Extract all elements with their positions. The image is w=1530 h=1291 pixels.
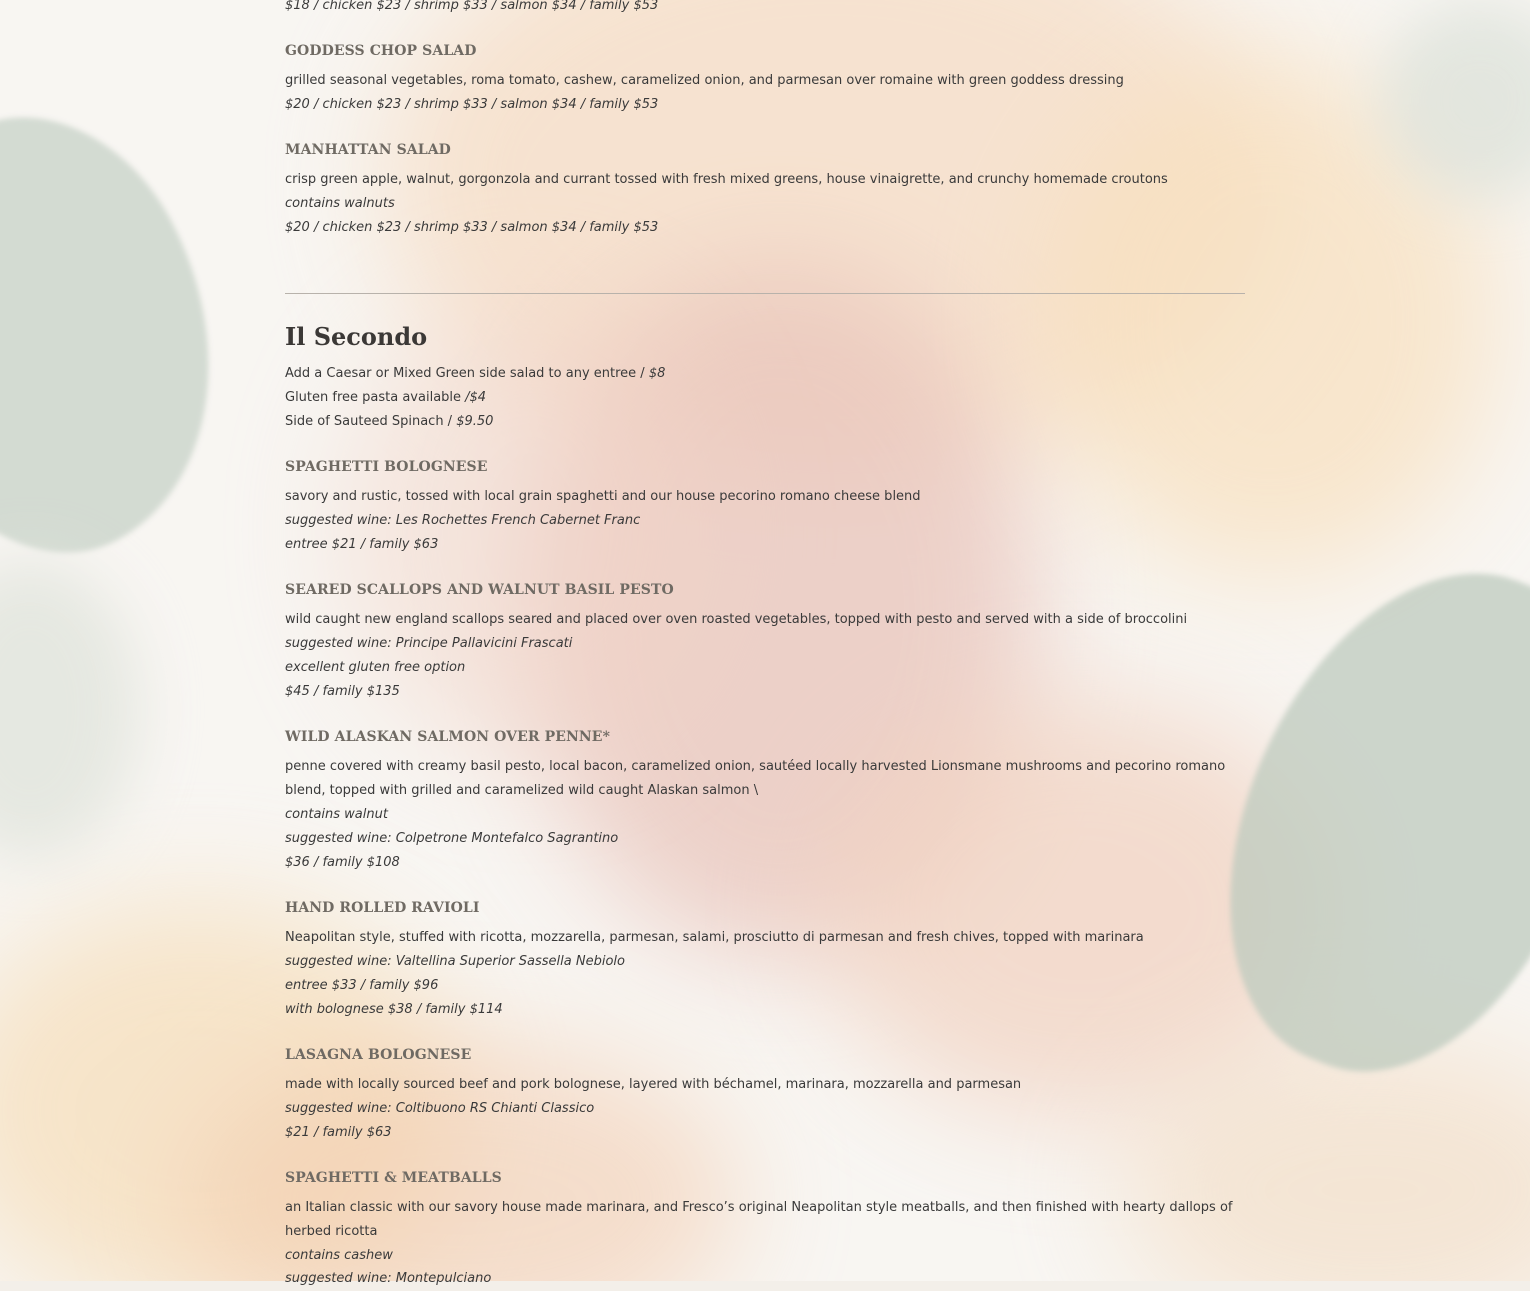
dish-description: made with locally sourced beef and pork bolognese, layered with béchamel, marinara, mozzarella and parmesan — [285, 1077, 1022, 1092]
dish-name: HAND ROLLED RAVIOLI — [285, 900, 480, 916]
dish-name: MANHATTAN SALAD — [285, 142, 451, 158]
allergen-note: contains cashew — [285, 1248, 393, 1263]
price-line: $18 / chicken $23 / shrimp $33 / salmon $34 / family $53 — [285, 0, 659, 13]
section-title: Il Secondo — [285, 322, 428, 351]
addon-line: Gluten free pasta available /$4 — [285, 390, 487, 405]
dish-description: savory and rustic, tossed with local grain spaghetti and our house pecorino romano cheese blend — [285, 489, 921, 504]
allergen-note: contains walnut — [285, 807, 388, 822]
price-line: with bolognese $38 / family $114 — [285, 1002, 503, 1017]
section-divider — [285, 293, 1245, 294]
wine-suggestion: suggested wine: Montepulciano — [285, 1271, 492, 1286]
price-line: $20 / chicken $23 / shrimp $33 / salmon $34 / family $53 — [285, 220, 659, 235]
addon-line: Side of Sauteed Spinach / $9.50 — [285, 414, 494, 429]
dietary-note: excellent gluten free option — [285, 660, 466, 675]
dish-description: wild caught new england scallops seared and placed over oven roasted vegetables, topped with pesto and served with a side of broccolini — [285, 612, 1188, 627]
wine-suggestion: suggested wine: Coltibuono RS Chianti Classico — [285, 1101, 595, 1116]
dish-description: penne covered with creamy basil pesto, local bacon, caramelized onion, sautéed locally harvested Lionsmane mushrooms and pecorino romano blend, topped with grilled and caramelized wild caught Alaskan salmon \ — [285, 759, 1226, 798]
dish-name: WILD ALASKAN SALMON OVER PENNE* — [285, 729, 610, 745]
wine-suggestion: suggested wine: Valtellina Superior Sassella Nebiolo — [285, 954, 625, 969]
wine-suggestion: suggested wine: Colpetrone Montefalco Sagrantino — [285, 831, 619, 846]
dish-description: Neapolitan style, stuffed with ricotta, mozzarella, parmesan, salami, prosciutto di parmesan and fresh chives, topped with marinara — [285, 930, 1144, 945]
dish-name: SPAGHETTI & MEATBALLS — [285, 1170, 502, 1186]
dish-description: grilled seasonal vegetables, roma tomato, cashew, caramelized onion, and parmesan over romaine with green goddess dressing — [285, 73, 1124, 88]
price-line: $20 / chicken $23 / shrimp $33 / salmon $34 / family $53 — [285, 97, 659, 112]
price-line: $21 / family $63 — [285, 1125, 392, 1140]
price-line: entree $33 / family $96 — [285, 978, 439, 993]
wine-suggestion: suggested wine: Principe Pallavicini Frascati — [285, 636, 573, 651]
dish-description: an Italian classic with our savory house made marinara, and Fresco’s original Neapolitan style meatballs, and then finished with hearty dallops of herbed ricotta — [285, 1200, 1233, 1239]
dish-name: LASAGNA BOLOGNESE — [285, 1047, 472, 1063]
price-line: $45 / family $135 — [285, 684, 400, 699]
price-line: entree $21 / family $63 — [285, 537, 439, 552]
dish-name: GODDESS CHOP SALAD — [285, 43, 477, 59]
addon-line: Add a Caesar or Mixed Green side salad to any entree / $8 — [285, 366, 666, 381]
wine-suggestion: suggested wine: Les Rochettes French Cabernet Franc — [285, 513, 641, 528]
allergen-note: contains walnuts — [285, 196, 395, 211]
dish-name: SEARED SCALLOPS AND WALNUT BASIL PESTO — [285, 582, 674, 598]
dish-name: SPAGHETTI BOLOGNESE — [285, 459, 488, 475]
price-line: $36 / family $108 — [285, 855, 400, 870]
dish-description: crisp green apple, walnut, gorgonzola and currant tossed with fresh mixed greens, house vinaigrette, and crunchy homemade croutons — [285, 172, 1168, 187]
